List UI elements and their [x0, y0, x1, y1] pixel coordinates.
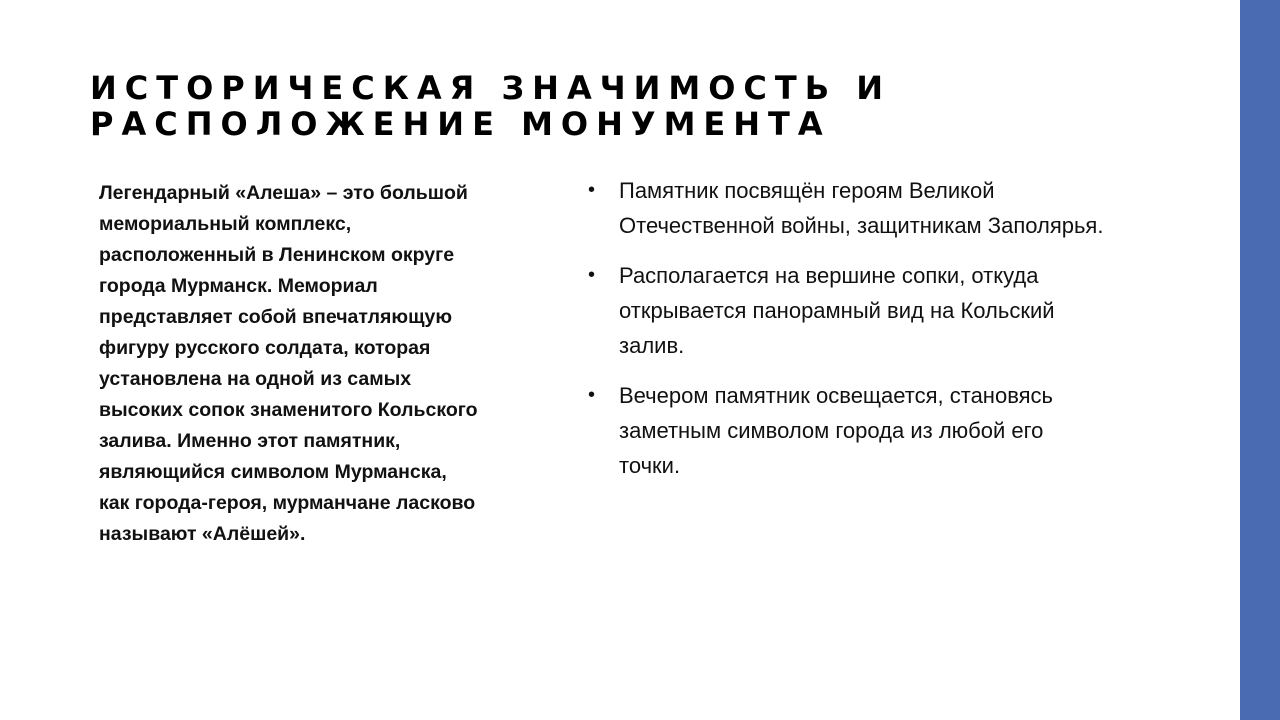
bullet-text-line: заметным символом города из любой его	[619, 418, 1044, 443]
bullet-text-line: Отечественной войны, защитникам Заполярья.	[619, 213, 1104, 238]
bullet-marker: •	[588, 179, 596, 201]
bullet-text-line: открывается панорамный вид на Кольский	[619, 298, 1055, 323]
slide-title-line-2: РАСПОЛОЖЕНИЕ МОНУМЕНТА	[90, 105, 831, 143]
left-paragraph-line: мемориальный комплекс,	[99, 213, 352, 235]
left-paragraph	[99, 178, 529, 550]
bullet-text-line: Памятник посвящён героям Великой	[619, 178, 995, 203]
bullet-text-line: залив.	[619, 333, 685, 358]
left-paragraph-line: фигуру русского солдата, которая	[99, 337, 431, 359]
left-paragraph-line: города Мурманск. Мемориал	[99, 275, 378, 297]
left-paragraph-line: как города-героя, мурманчане ласково	[99, 492, 476, 514]
bullet-item	[588, 378, 1188, 483]
bullet-list	[588, 173, 1188, 498]
left-paragraph-line: Легендарный «Алеша» – это большой	[99, 182, 468, 204]
bullet-text-line: Вечером памятник освещается, становясь	[619, 383, 1054, 408]
bullet-text-line: Располагается на вершине сопки, откуда	[619, 263, 1039, 288]
slide-title-line-1: ИСТОРИЧЕСКАЯ ЗНАЧИМОСТЬ И	[90, 69, 892, 107]
bullet-marker: •	[588, 384, 596, 406]
accent-bar	[1240, 0, 1280, 720]
left-paragraph-line: называют «Алёшей».	[99, 523, 306, 545]
left-paragraph-line: расположенный в Ленинском округе	[99, 244, 455, 266]
bullet-text-line: точки.	[619, 453, 681, 478]
bullet-item	[588, 173, 1188, 243]
left-paragraph-line: являющийся символом Мурманска,	[99, 461, 447, 483]
left-paragraph-line: высоких сопок знаменитого Кольского	[99, 399, 478, 421]
left-paragraph-line: представляет собой впечатляющую	[99, 306, 453, 328]
left-paragraph-line: залива. Именно этот памятник,	[99, 430, 401, 452]
bullet-item	[588, 258, 1188, 363]
bullet-marker: •	[588, 264, 596, 286]
slide-title	[90, 70, 1150, 142]
left-paragraph-line: установлена на одной из самых	[99, 368, 412, 390]
